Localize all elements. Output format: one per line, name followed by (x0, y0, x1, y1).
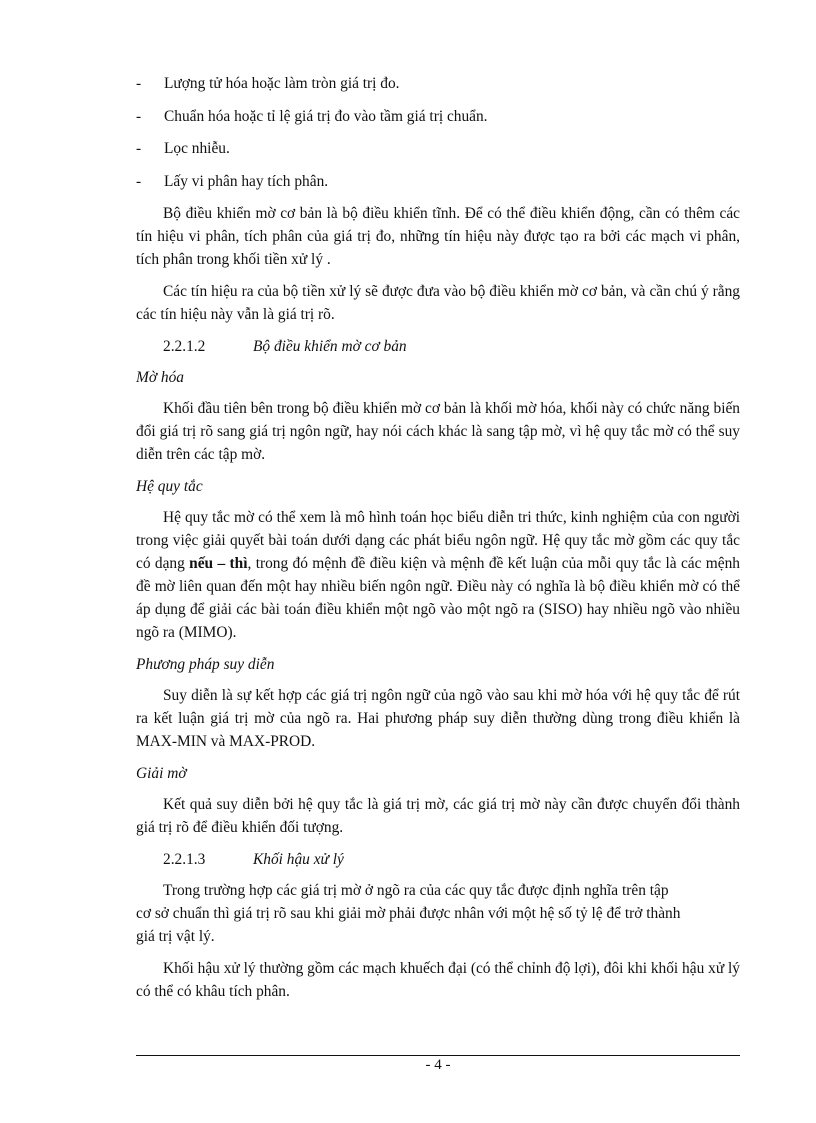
page-number: - 4 - (425, 1057, 451, 1073)
subheading-inference: Phương pháp suy diễn (136, 656, 275, 673)
paragraph-static-controller: Bộ điều khiển mờ cơ bản là bộ điều khiển tĩnh. Để có thể điều khiển động, cần có thêm các tín hiệu vi phân, tích phân của giá trị đo, những tín hiệu này được tạo ra bởi các mạch vi phân, tích phân trong khối tiền xử lý . (136, 205, 740, 268)
paragraph-postprocessing-scaling (136, 879, 740, 948)
paragraph-text: Hệ quy tắc mờ có thể xem là mô hình toán học biểu diễn tri thức, kinh nghiệm của con người trong việc giải quyết bài toán dưới dạng các phát biểu ngôn ngữ. Hệ quy tắc mờ gồm các quy tắc có dạng (136, 509, 740, 572)
list-item-text: Chuẩn hóa hoặc tỉ lệ giá trị đo vào tầm giá trị chuẩn. (164, 107, 488, 125)
list-item (136, 137, 740, 160)
section-number: 2.2.1.2 (163, 338, 206, 355)
list-item (136, 72, 740, 95)
section-title: Bộ điều khiển mờ cơ bản (253, 338, 407, 355)
paragraph-line: Trong trường hợp các giá trị mờ ở ngõ ra của các quy tắc được định nghĩa trên tập (163, 882, 669, 899)
paragraph-preprocessor-output: Các tín hiệu ra của bộ tiền xử lý sẽ được đưa vào bộ điều khiển mờ cơ bản, và cần chú ý rằng các tín hiệu này vẫn là giá trị rõ. (136, 283, 740, 323)
list-item-text: Lọc nhiễu. (164, 140, 230, 157)
section-title: Khối hậu xử lý (253, 851, 344, 868)
footer-divider (136, 1055, 740, 1056)
subheading-defuzzification: Giải mờ (136, 765, 187, 782)
section-heading-2213 (136, 848, 740, 871)
paragraph-defuzzification: Kết quả suy diễn bởi hệ quy tắc là giá trị mờ, các giá trị mờ này cần được chuyển đổi thành giá trị rõ để điều khiển đối tượng. (136, 796, 740, 836)
list-item-text: Lấy vi phân hay tích phân. (164, 172, 329, 190)
paragraph-inference: Suy diễn là sự kết hợp các giá trị ngôn ngữ của ngõ vào sau khi mờ hóa với hệ quy tắc để rút ra kết luận giá trị mờ của ngõ ra. Hai phương pháp suy diễn thường dùng trong điều khiển là MAX-MIN và MAX-PROD. (136, 687, 740, 750)
paragraph-text: , trong đó mệnh đề điều kiện và mệnh đề kết luận của mỗi quy tắc là các mệnh đề mờ liên quan đến một hay nhiều biến ngôn ngữ. Điều này có nghĩa là bộ điều khiển mờ có thể áp dụng để giải các bài toán điều khiển một ngõ vào một ngõ ra (SISO) hay nhiều ngõ vào nhiều ngõ ra (MIMO). (136, 555, 740, 641)
section-number: 2.2.1.3 (163, 851, 206, 868)
bullet-marker: - (136, 75, 142, 92)
list-item (136, 105, 740, 128)
paragraph-fuzzification: Khối đầu tiên bên trong bộ điều khiển mờ cơ bản là khối mờ hóa, khối này có chức năng biến đổi giá trị rõ sang giá trị ngôn ngữ, hay nói cách khác là sang tập mờ, vì hệ quy tắc mờ có thể suy diễn trên các tập mờ. (136, 400, 740, 463)
paragraph-postprocessing-amplifier: Khối hậu xử lý thường gồm các mạch khuếch đại (có thể chỉnh độ lợi), đôi khi khối hậu xử lý có thể có khâu tích phân. (136, 960, 740, 1000)
paragraph-line: giá trị vật lý. (136, 928, 215, 945)
list-item-text: Lượng tử hóa hoặc làm tròn giá trị đo. (164, 75, 400, 92)
subheading-fuzzification: Mờ hóa (136, 369, 184, 386)
bold-term: nếu – thì (189, 555, 248, 572)
paragraph-rule-base (136, 506, 740, 644)
list-item (136, 170, 740, 193)
section-heading-2212 (136, 335, 740, 358)
subheading-rule-base: Hệ quy tắc (136, 478, 203, 495)
bullet-marker: - (136, 172, 142, 190)
document-body (136, 72, 740, 1012)
paragraph-line: cơ sở chuẩn thì giá trị rõ sau khi giải mờ phải được nhân với một hệ số tỷ lệ để trở thành (136, 905, 681, 922)
bullet-marker: - (136, 140, 142, 157)
bullet-marker: - (136, 107, 142, 125)
